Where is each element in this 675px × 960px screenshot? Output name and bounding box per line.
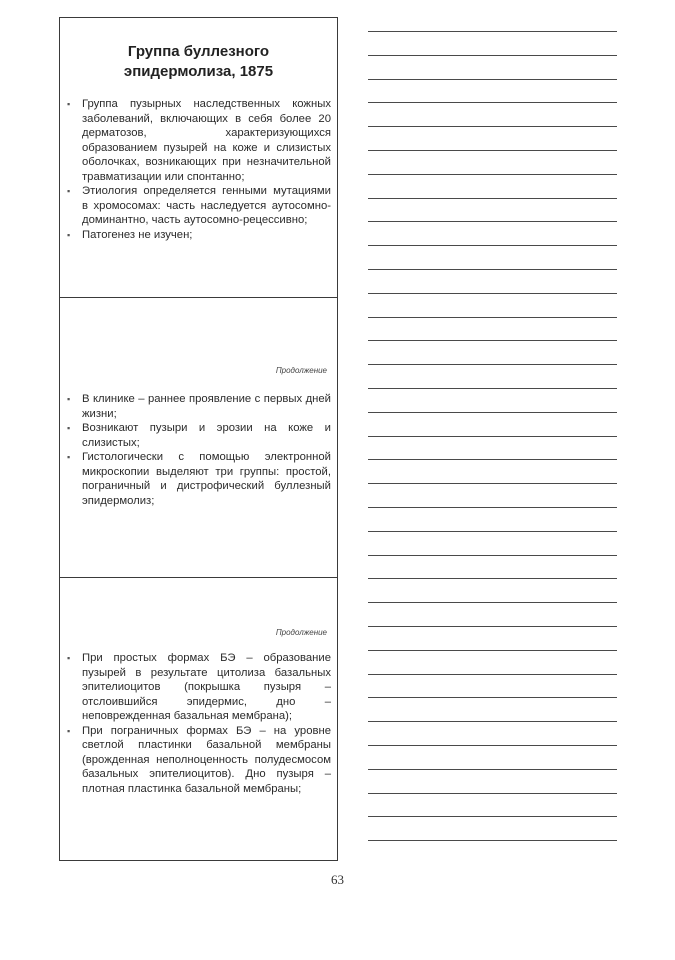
bullet-list	[65, 392, 331, 508]
note-line	[368, 578, 617, 579]
slide-2	[60, 298, 337, 578]
notes-lines	[368, 31, 617, 864]
bullet-list	[65, 651, 331, 796]
note-line	[368, 245, 617, 246]
note-line	[368, 459, 617, 460]
slide-1	[60, 18, 337, 298]
note-line	[368, 816, 617, 817]
note-line	[368, 364, 617, 365]
slide-title-line-2: эпидермолиза, 1875	[123, 63, 274, 80]
bullet-item: ▪ Гистологически с помощью электронной микроскопии выделяют три группы: простой, пограничный и дистрофический буллезный эпидермолиз;	[65, 450, 331, 508]
note-line	[368, 412, 617, 413]
note-line	[368, 55, 617, 56]
bullet-item: ▪ Патогенез не изучен;	[65, 228, 331, 243]
note-line	[368, 340, 617, 341]
note-line	[368, 31, 617, 32]
note-line	[368, 317, 617, 318]
note-line	[368, 79, 617, 80]
note-line	[368, 174, 617, 175]
note-line	[368, 150, 617, 151]
note-line	[368, 102, 617, 103]
note-line	[368, 769, 617, 770]
bullet-item: ▪ Этиология определяется генными мутациями в хромосомах: часть наследуется аутосомно-доминантно, часть аутосомно-рецессивно;	[65, 184, 331, 228]
note-line	[368, 436, 617, 437]
note-line	[368, 388, 617, 389]
bullet-item: ▪ При пограничных формах БЭ – на уровне светлой пластинки базальной мембраны (врожденная неполноценность полудесмосом базальных эпителиоцитов). Дно пузыря – плотная пластинка базальной мембраны;	[65, 724, 331, 797]
note-line	[368, 531, 617, 532]
note-line	[368, 745, 617, 746]
note-line	[368, 221, 617, 222]
slide-3	[60, 578, 337, 860]
note-line	[368, 697, 617, 698]
slide-title-line-1: Группа буллезного	[127, 43, 270, 60]
note-line	[368, 626, 617, 627]
continuation-label: Продолжение	[275, 366, 327, 375]
note-line	[368, 602, 617, 603]
bullet-item: ▪ Возникают пузыри и эрозии на коже и слизистых;	[65, 421, 331, 450]
page-number: 63	[331, 872, 344, 887]
note-line	[368, 269, 617, 270]
bullet-item: ▪ При простых формах БЭ – образование пузырей в результате цитолиза базальных эпителиоцитов (покрышка пузыря – отслоившийся эпидермис, дно – неповрежденная базальная мембрана);	[65, 651, 331, 724]
note-line	[368, 674, 617, 675]
note-line	[368, 126, 617, 127]
slides-frame	[59, 17, 338, 861]
bullet-item: ▪ Группа пузырных наследственных кожных заболеваний, включающих в себя более 20 дерматозов, характеризующихся образованием пузырей на коже и слизистых оболочках, возникающих при незначительной травматизации или спонтанно;	[65, 97, 331, 184]
note-line	[368, 293, 617, 294]
note-line	[368, 650, 617, 651]
note-line	[368, 507, 617, 508]
note-line	[368, 793, 617, 794]
note-line	[368, 840, 617, 841]
note-line	[368, 198, 617, 199]
note-line	[368, 721, 617, 722]
note-line	[368, 483, 617, 484]
bullet-list	[65, 97, 331, 242]
note-line	[368, 555, 617, 556]
bullet-item: ▪ В клинике – раннее проявление с первых дней жизни;	[65, 392, 331, 421]
slide-title	[60, 42, 337, 82]
continuation-label: Продолжение	[275, 628, 327, 637]
